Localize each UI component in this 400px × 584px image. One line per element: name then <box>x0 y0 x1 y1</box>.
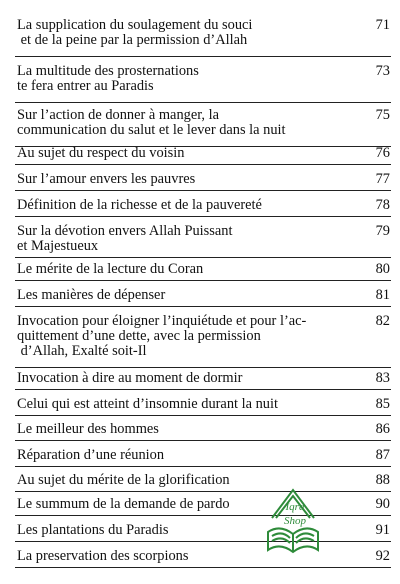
toc-entry-page-number: 90 <box>375 496 390 512</box>
toc-entry-title <box>17 397 355 412</box>
toc-entry-title-line: Au sujet du mérite de la glorification <box>17 472 230 488</box>
toc-entry-title-line: Les plantations du Paradis <box>17 522 169 538</box>
toc-entry-page-number: 86 <box>375 421 390 437</box>
toc-entry-title <box>17 64 355 94</box>
toc-entry-title-line: Le mérite de la lecture du Coran <box>17 261 204 277</box>
toc-divider <box>15 257 391 258</box>
toc-divider <box>15 216 391 217</box>
toc-entry-title <box>17 371 355 386</box>
toc-divider <box>15 280 391 281</box>
book-icon <box>262 488 324 560</box>
toc-divider <box>15 415 391 416</box>
toc-entry-title-line: et Majestueux <box>17 238 99 254</box>
toc-divider <box>15 367 391 368</box>
toc-divider <box>15 56 391 57</box>
toc-entry-page-number: 76 <box>375 145 390 161</box>
toc-entry-title-line: Invocation à dire au moment de dormir <box>17 370 243 386</box>
toc-divider <box>15 190 391 191</box>
toc-entry-page-number: 83 <box>375 370 390 386</box>
toc-entry-title-line: Définition de la richesse et de la pauvereté <box>17 197 262 213</box>
toc-entry-page-number: 81 <box>375 287 390 303</box>
toc-entry-page-number: 85 <box>375 396 390 412</box>
toc-entry-title-line: et de la peine par la permission d’Allah <box>17 32 248 48</box>
toc-entry-title <box>17 224 355 254</box>
toc-entry-page-number: 92 <box>375 548 390 564</box>
toc-divider <box>15 466 391 467</box>
toc-divider <box>15 164 391 165</box>
toc-entry-title <box>17 172 355 187</box>
toc-divider <box>15 440 391 441</box>
toc-entry-title <box>17 448 355 463</box>
toc-divider <box>15 515 391 516</box>
toc-entry-title-line: Sur la dévotion envers Allah Puissant <box>17 223 233 239</box>
toc-entry-title-line: Invocation pour éloigner l’inquiétude et pour l’ac- <box>17 313 307 329</box>
toc-entry-title-line: Au sujet du respect du voisin <box>17 145 185 161</box>
toc-entry-title <box>17 314 355 359</box>
toc-entry-title-line: La multitude des prosternations <box>17 63 199 79</box>
toc-entry-title-line: te fera entrer au Paradis <box>17 78 154 94</box>
toc-entry-title-line: Celui qui est atteint d’insomnie durant la nuit <box>17 396 278 412</box>
toc-entry-title-line: Sur l’amour envers les pauvres <box>17 171 196 187</box>
toc-entry-page-number: 80 <box>375 261 390 277</box>
toc-divider <box>15 491 391 492</box>
toc-entry-title <box>17 108 355 138</box>
toc-entry-title <box>17 146 355 161</box>
iqra-shop-logo <box>262 488 324 560</box>
toc-entry-page-number: 79 <box>375 223 390 239</box>
toc-entry-title-line: d’Allah, Exalté soit-Il <box>17 343 147 359</box>
toc-entry-title-line: La preservation des scorpions <box>17 548 189 564</box>
toc-entry-title-line: Sur l’action de donner à manger, la <box>17 107 220 123</box>
toc-divider <box>15 102 391 103</box>
toc-entry-title-line: Les manières de dépenser <box>17 287 166 303</box>
toc-entry-page-number: 73 <box>375 63 390 79</box>
toc-entry-page-number: 91 <box>375 522 390 538</box>
toc-entry-title-line: Le summum de la demande de pardo <box>17 496 230 512</box>
toc-entry-title <box>17 198 355 213</box>
toc-divider <box>15 306 391 307</box>
toc-entry-title-line: quittement d’une dette, avec la permission <box>17 328 261 344</box>
toc-entry-page-number: 82 <box>375 313 390 329</box>
toc-entry-title <box>17 262 355 277</box>
toc-entry-title <box>17 422 355 437</box>
toc-entry-title <box>17 473 355 488</box>
toc-divider <box>15 567 391 568</box>
toc-entry-page-number: 75 <box>375 107 390 123</box>
watermark-text-2: Shop <box>284 515 306 527</box>
watermark-text-1: Iqra <box>285 501 305 513</box>
toc-entry-page-number: 77 <box>375 171 390 187</box>
toc-entry-title-line: La supplication du soulagement du souci <box>17 17 253 33</box>
toc-divider <box>15 389 391 390</box>
toc-entry-title-line: Réparation d’une réunion <box>17 447 165 463</box>
toc-entry-page-number: 88 <box>375 472 390 488</box>
toc-entry-page-number: 71 <box>375 17 390 33</box>
toc-entry-title-line: Le meilleur des hommes <box>17 421 159 437</box>
toc-entry-page-number: 78 <box>375 197 390 213</box>
toc-entry-title <box>17 18 355 48</box>
toc-entry-title <box>17 288 355 303</box>
toc-entry-title-line: communication du salut et le lever dans la nuit <box>17 122 286 138</box>
toc-divider <box>15 541 391 542</box>
toc-entry-page-number: 87 <box>375 447 390 463</box>
